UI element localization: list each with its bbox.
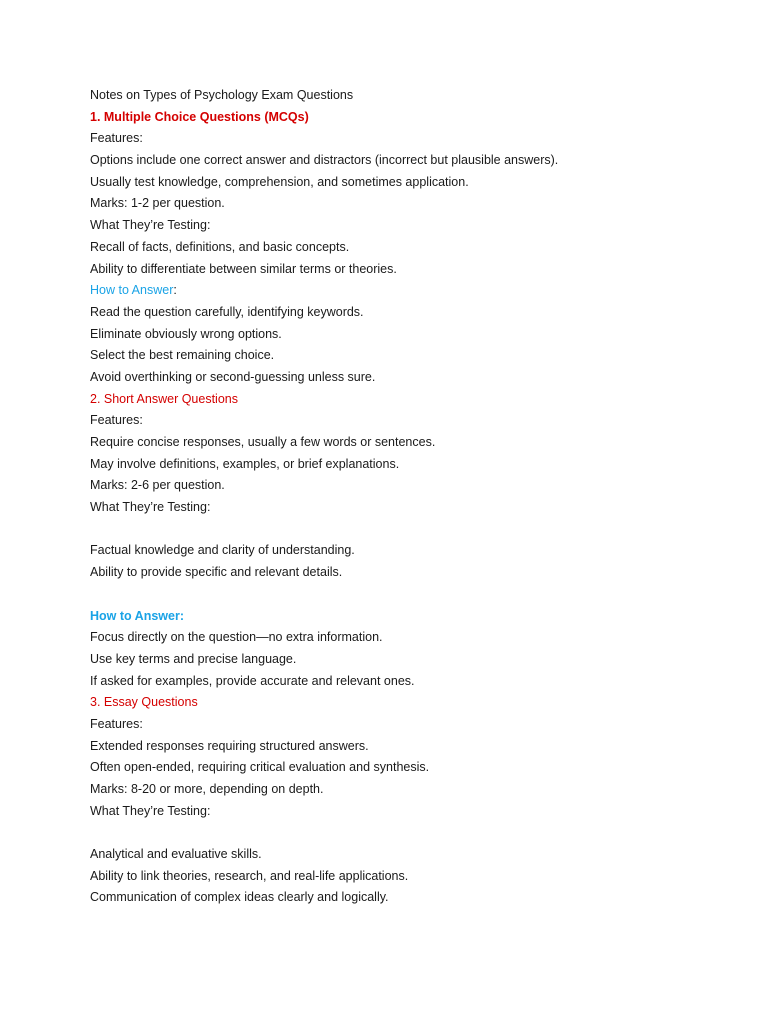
how-line: Avoid overthinking or second-guessing unless sure. — [90, 369, 376, 384]
feature-line: Usually test knowledge, comprehension, and sometimes application. — [90, 174, 469, 189]
testing-line: Recall of facts, definitions, and basic concepts. — [90, 239, 350, 254]
section-heading-essay: 3. Essay Questions — [90, 695, 198, 710]
how-line: Select the best remaining choice. — [90, 348, 275, 363]
how-to-answer-label: How to Answer: — [90, 608, 184, 623]
document-page — [90, 85, 730, 909]
how-line: Use key terms and precise language. — [90, 651, 297, 666]
testing-line: Analytical and evaluative skills. — [90, 847, 262, 862]
section-heading-short-answer: 2. Short Answer Questions — [90, 391, 238, 406]
testing-label: What They’re Testing: — [90, 218, 211, 233]
how-line: Eliminate obviously wrong options. — [90, 326, 282, 341]
testing-label: What They’re Testing: — [90, 500, 211, 515]
document-title: Notes on Types of Psychology Exam Questions — [90, 88, 354, 102]
features-label: Features: — [90, 131, 143, 146]
blank-line — [90, 519, 730, 541]
how-line: Focus directly on the question—no extra information. — [90, 630, 383, 645]
how-to-answer-text: How to Answer — [90, 283, 174, 298]
how-line: If asked for examples, provide accurate and relevant ones. — [90, 673, 415, 688]
testing-line: Factual knowledge and clarity of understanding. — [90, 543, 355, 558]
blank-line — [90, 822, 730, 844]
testing-line: Ability to link theories, research, and real-life applications. — [90, 868, 409, 883]
feature-line: Often open-ended, requiring critical evaluation and synthesis. — [90, 760, 430, 775]
blank-line — [90, 584, 730, 606]
how-to-answer-label — [90, 280, 730, 302]
testing-line: Communication of complex ideas clearly and logically. — [90, 890, 389, 905]
feature-line: Require concise responses, usually a few words or sentences. — [90, 435, 436, 449]
feature-line: Marks: 2-6 per question. — [90, 478, 225, 493]
feature-line: May involve definitions, examples, or brief explanations. — [90, 456, 400, 471]
feature-line: Marks: 1-2 per question. — [90, 196, 225, 211]
features-label: Features: — [90, 716, 143, 731]
how-line: Read the question carefully, identifying keywords. — [90, 304, 364, 319]
feature-line: Extended responses requiring structured answers. — [90, 738, 369, 753]
feature-line: Marks: 8-20 or more, depending on depth. — [90, 782, 324, 796]
how-to-answer-colon: : — [173, 283, 177, 298]
feature-line: Options include one correct answer and distractors (incorrect but plausible answers). — [90, 153, 559, 168]
testing-line: Ability to differentiate between similar terms or theories. — [90, 261, 397, 276]
testing-label: What They’re Testing: — [90, 803, 211, 818]
testing-line: Ability to provide specific and relevant details. — [90, 565, 343, 580]
section-heading-mcq: 1. Multiple Choice Questions (MCQs) — [90, 109, 309, 124]
features-label: Features: — [90, 413, 143, 428]
